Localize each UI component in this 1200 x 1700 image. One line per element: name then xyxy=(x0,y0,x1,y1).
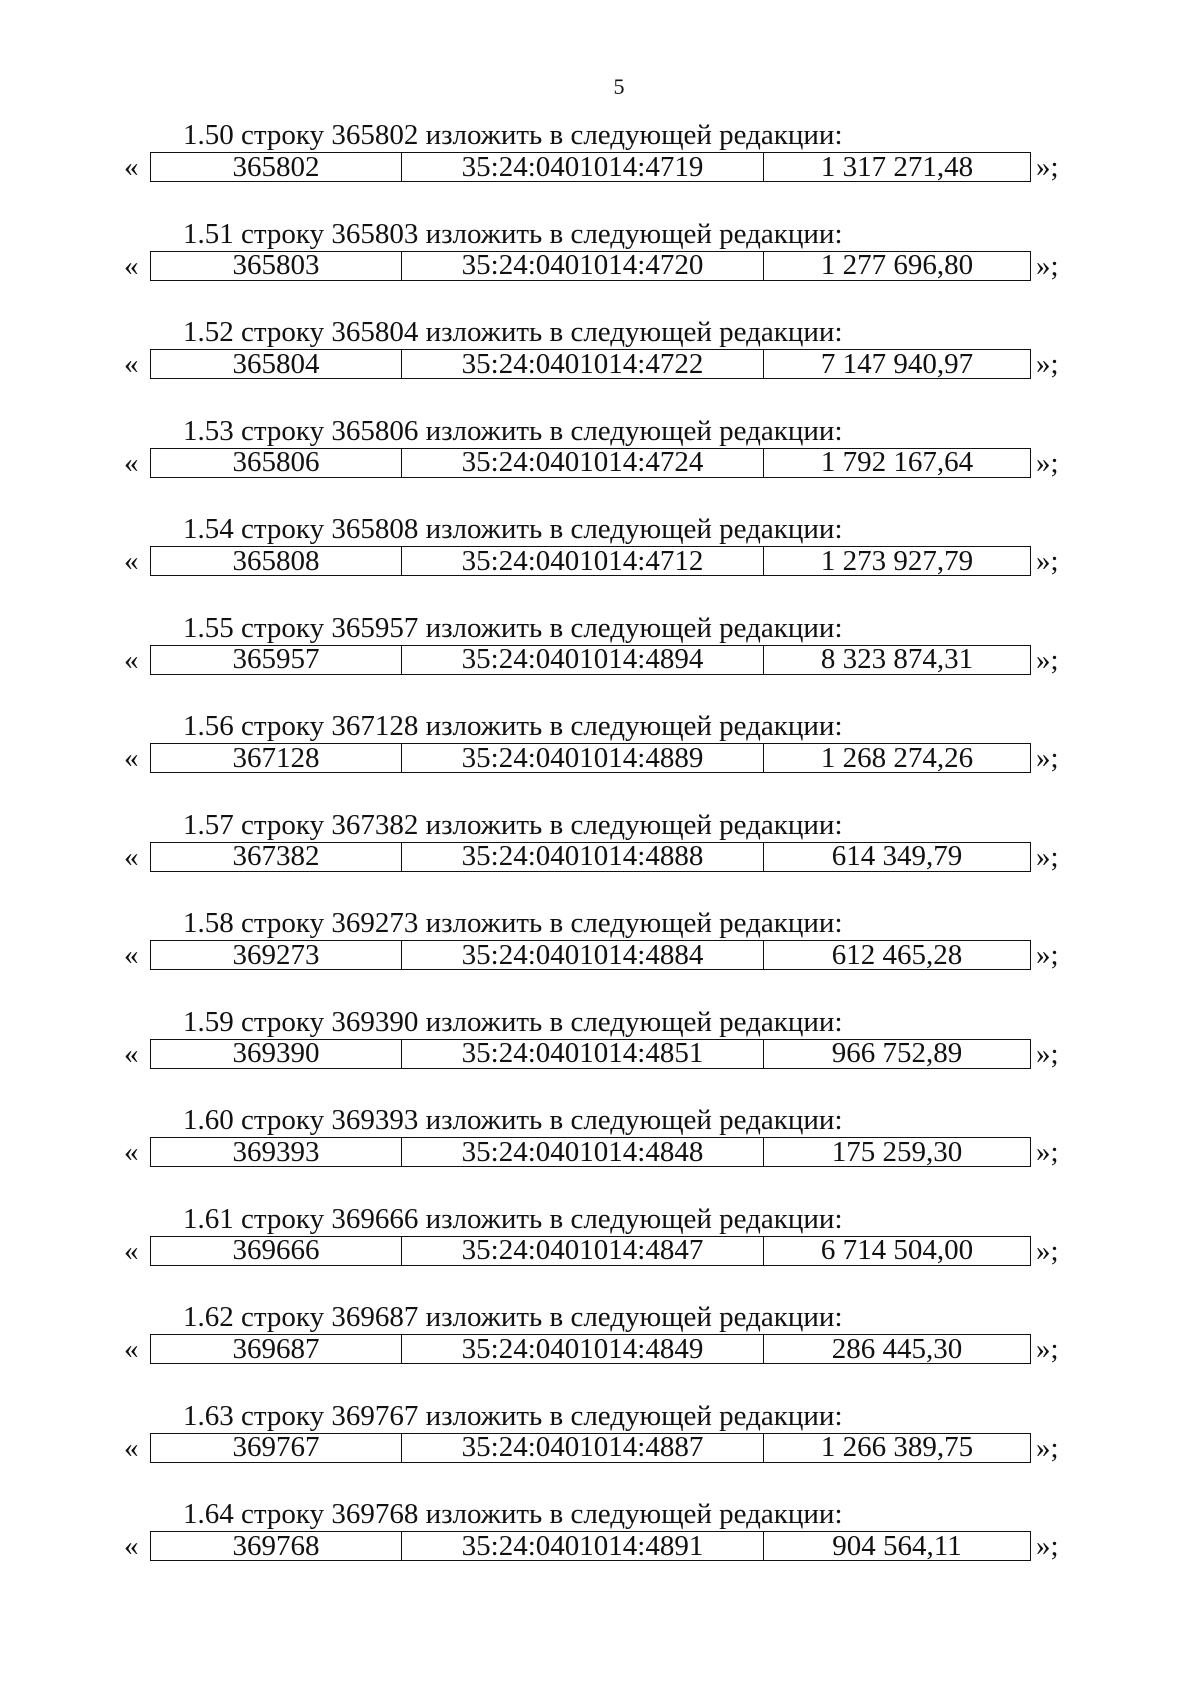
amendment-row xyxy=(0,251,1200,281)
amount-cell: 1 317 271,48 xyxy=(764,153,1031,182)
cadastral-number-cell: 35:24:0401014:4891 xyxy=(402,1532,764,1561)
table-row xyxy=(151,1138,1031,1167)
amendment-table xyxy=(150,1433,1031,1463)
row-code-cell: 369273 xyxy=(151,941,402,970)
opening-quote: « xyxy=(124,1530,139,1562)
amendment-entry xyxy=(0,1399,1200,1498)
opening-quote: « xyxy=(124,1431,139,1464)
closing-quote: »; xyxy=(1036,545,1059,577)
amount-cell: 286 445,30 xyxy=(764,1335,1031,1364)
table-row xyxy=(151,350,1031,379)
opening-quote: « xyxy=(124,1136,139,1168)
amendment-table xyxy=(150,251,1031,281)
amendment-entry xyxy=(0,709,1200,808)
closing-quote: »; xyxy=(1036,840,1059,873)
amendment-entry xyxy=(0,1300,1200,1399)
amendment-heading: 1.53 строку 365806 изложить в следующей редакции: xyxy=(183,414,843,447)
amendment-heading: 1.60 строку 369393 изложить в следующей редакции: xyxy=(183,1104,843,1136)
amendment-heading: 1.58 строку 369273 изложить в следующей редакции: xyxy=(183,907,843,939)
amount-cell: 1 273 927,79 xyxy=(764,547,1031,576)
amendment-table xyxy=(150,349,1031,379)
amendment-heading: 1.59 строку 369390 изложить в следующей редакции: xyxy=(183,1005,843,1038)
closing-quote: »; xyxy=(1036,939,1059,971)
amount-cell: 8 323 874,31 xyxy=(764,645,1031,674)
row-code-cell: 367128 xyxy=(151,744,402,773)
amendment-row xyxy=(0,546,1200,576)
amendment-entry xyxy=(0,1005,1200,1104)
closing-quote: »; xyxy=(1036,249,1059,282)
table-row xyxy=(151,1335,1031,1364)
row-code-cell: 369390 xyxy=(151,1039,402,1068)
amendment-entry xyxy=(0,315,1200,414)
cadastral-number-cell: 35:24:0401014:4848 xyxy=(402,1138,764,1167)
amendment-entry xyxy=(0,217,1200,316)
cadastral-number-cell: 35:24:0401014:4888 xyxy=(402,842,764,871)
amendment-table xyxy=(150,1334,1031,1364)
amendment-table xyxy=(150,1531,1031,1561)
table-row xyxy=(151,1433,1031,1462)
amendment-heading: 1.51 строку 365803 изложить в следующей редакции: xyxy=(183,217,843,250)
amendment-entry xyxy=(0,808,1200,907)
amendment-entry xyxy=(0,906,1200,1005)
amendment-row xyxy=(0,1531,1200,1561)
amendment-row xyxy=(0,349,1200,379)
closing-quote: »; xyxy=(1036,1333,1059,1365)
amount-cell: 175 259,30 xyxy=(764,1138,1031,1167)
amendment-table xyxy=(150,152,1031,182)
cadastral-number-cell: 35:24:0401014:4889 xyxy=(402,744,764,773)
row-code-cell: 365802 xyxy=(151,153,402,182)
table-row xyxy=(151,941,1031,970)
cadastral-number-cell: 35:24:0401014:4722 xyxy=(402,350,764,379)
closing-quote: »; xyxy=(1036,1136,1059,1168)
opening-quote: « xyxy=(124,742,139,774)
row-code-cell: 369666 xyxy=(151,1236,402,1265)
amount-cell: 6 714 504,00 xyxy=(764,1236,1031,1265)
closing-quote: »; xyxy=(1036,151,1059,183)
cadastral-number-cell: 35:24:0401014:4894 xyxy=(402,645,764,674)
amendment-heading: 1.52 строку 365804 изложить в следующей редакции: xyxy=(183,316,843,348)
cadastral-number-cell: 35:24:0401014:4851 xyxy=(402,1039,764,1068)
amendment-row xyxy=(0,1039,1200,1069)
row-code-cell: 369768 xyxy=(151,1532,402,1561)
row-code-cell: 369767 xyxy=(151,1433,402,1462)
amendment-heading: 1.56 строку 367128 изложить в следующей редакции: xyxy=(183,710,843,742)
opening-quote: « xyxy=(124,1037,139,1070)
cadastral-number-cell: 35:24:0401014:4712 xyxy=(402,547,764,576)
amendment-heading: 1.61 строку 369666 изложить в следующей редакции: xyxy=(183,1202,843,1235)
opening-quote: « xyxy=(124,939,139,971)
amendment-table xyxy=(150,448,1031,478)
closing-quote: »; xyxy=(1036,446,1059,479)
amendment-table xyxy=(150,1137,1031,1167)
opening-quote: « xyxy=(124,1234,139,1267)
row-code-cell: 369393 xyxy=(151,1138,402,1167)
amendment-entry xyxy=(0,512,1200,611)
row-code-cell: 367382 xyxy=(151,842,402,871)
closing-quote: »; xyxy=(1036,643,1059,676)
amount-cell: 1 792 167,64 xyxy=(764,448,1031,477)
amendment-entry xyxy=(0,1103,1200,1202)
table-row xyxy=(151,547,1031,576)
page-number: 5 xyxy=(613,74,625,99)
amendment-table xyxy=(150,940,1031,970)
table-row xyxy=(151,1039,1031,1068)
closing-quote: »; xyxy=(1036,1234,1059,1267)
opening-quote: « xyxy=(124,348,139,380)
amendment-heading: 1.50 строку 365802 изложить в следующей редакции: xyxy=(183,119,843,151)
row-code-cell: 365808 xyxy=(151,547,402,576)
table-row xyxy=(151,842,1031,871)
amount-cell: 1 277 696,80 xyxy=(764,251,1031,280)
opening-quote: « xyxy=(124,643,139,676)
amendment-heading: 1.63 строку 369767 изложить в следующей редакции: xyxy=(183,1399,843,1432)
amendment-table xyxy=(150,1236,1031,1266)
cadastral-number-cell: 35:24:0401014:4884 xyxy=(402,941,764,970)
closing-quote: »; xyxy=(1036,742,1059,774)
amount-cell: 1 266 389,75 xyxy=(764,1433,1031,1462)
opening-quote: « xyxy=(124,249,139,282)
amendment-row xyxy=(0,645,1200,675)
row-code-cell: 369687 xyxy=(151,1335,402,1364)
amendment-row xyxy=(0,842,1200,872)
table-row xyxy=(151,645,1031,674)
cadastral-number-cell: 35:24:0401014:4719 xyxy=(402,153,764,182)
cadastral-number-cell: 35:24:0401014:4720 xyxy=(402,251,764,280)
amendment-table xyxy=(150,842,1031,872)
amount-cell: 612 465,28 xyxy=(764,941,1031,970)
amendment-row xyxy=(0,1334,1200,1364)
amendment-heading: 1.62 строку 369687 изложить в следующей редакции: xyxy=(183,1301,843,1333)
amendment-heading: 1.57 строку 367382 изложить в следующей редакции: xyxy=(183,808,843,841)
amendment-row xyxy=(0,1137,1200,1167)
amendment-row xyxy=(0,152,1200,182)
cadastral-number-cell: 35:24:0401014:4887 xyxy=(402,1433,764,1462)
amount-cell: 1 268 274,26 xyxy=(764,744,1031,773)
amendment-heading: 1.55 строку 365957 изложить в следующей редакции: xyxy=(183,611,843,644)
amount-cell: 966 752,89 xyxy=(764,1039,1031,1068)
row-code-cell: 365806 xyxy=(151,448,402,477)
amendment-entry xyxy=(0,611,1200,710)
amount-cell: 7 147 940,97 xyxy=(764,350,1031,379)
amendment-table xyxy=(150,1039,1031,1069)
table-row xyxy=(151,153,1031,182)
opening-quote: « xyxy=(124,840,139,873)
amount-cell: 904 564,11 xyxy=(764,1532,1031,1561)
closing-quote: »; xyxy=(1036,1431,1059,1464)
amount-cell: 614 349,79 xyxy=(764,842,1031,871)
amendment-row xyxy=(0,743,1200,773)
amendment-row xyxy=(0,940,1200,970)
row-code-cell: 365957 xyxy=(151,645,402,674)
amendment-row xyxy=(0,1236,1200,1266)
amendment-list xyxy=(0,118,1200,1596)
amendment-row xyxy=(0,1433,1200,1463)
table-row xyxy=(151,448,1031,477)
cadastral-number-cell: 35:24:0401014:4847 xyxy=(402,1236,764,1265)
opening-quote: « xyxy=(124,446,139,479)
amendment-row xyxy=(0,448,1200,478)
opening-quote: « xyxy=(124,545,139,577)
table-row xyxy=(151,251,1031,280)
cadastral-number-cell: 35:24:0401014:4724 xyxy=(402,448,764,477)
table-row xyxy=(151,1532,1031,1561)
table-row xyxy=(151,744,1031,773)
closing-quote: »; xyxy=(1036,1530,1059,1562)
amendment-entry xyxy=(0,414,1200,513)
amendment-table xyxy=(150,546,1031,576)
cadastral-number-cell: 35:24:0401014:4849 xyxy=(402,1335,764,1364)
amendment-table xyxy=(150,645,1031,675)
amendment-table xyxy=(150,743,1031,773)
closing-quote: »; xyxy=(1036,348,1059,380)
table-row xyxy=(151,1236,1031,1265)
opening-quote: « xyxy=(124,151,139,183)
amendment-entry xyxy=(0,118,1200,217)
amendment-heading: 1.64 строку 369768 изложить в следующей редакции: xyxy=(183,1498,843,1530)
closing-quote: »; xyxy=(1036,1037,1059,1070)
amendment-heading: 1.54 строку 365808 изложить в следующей редакции: xyxy=(183,513,843,545)
row-code-cell: 365803 xyxy=(151,251,402,280)
amendment-entry xyxy=(0,1497,1200,1596)
amendment-entry xyxy=(0,1202,1200,1301)
row-code-cell: 365804 xyxy=(151,350,402,379)
opening-quote: « xyxy=(124,1333,139,1365)
